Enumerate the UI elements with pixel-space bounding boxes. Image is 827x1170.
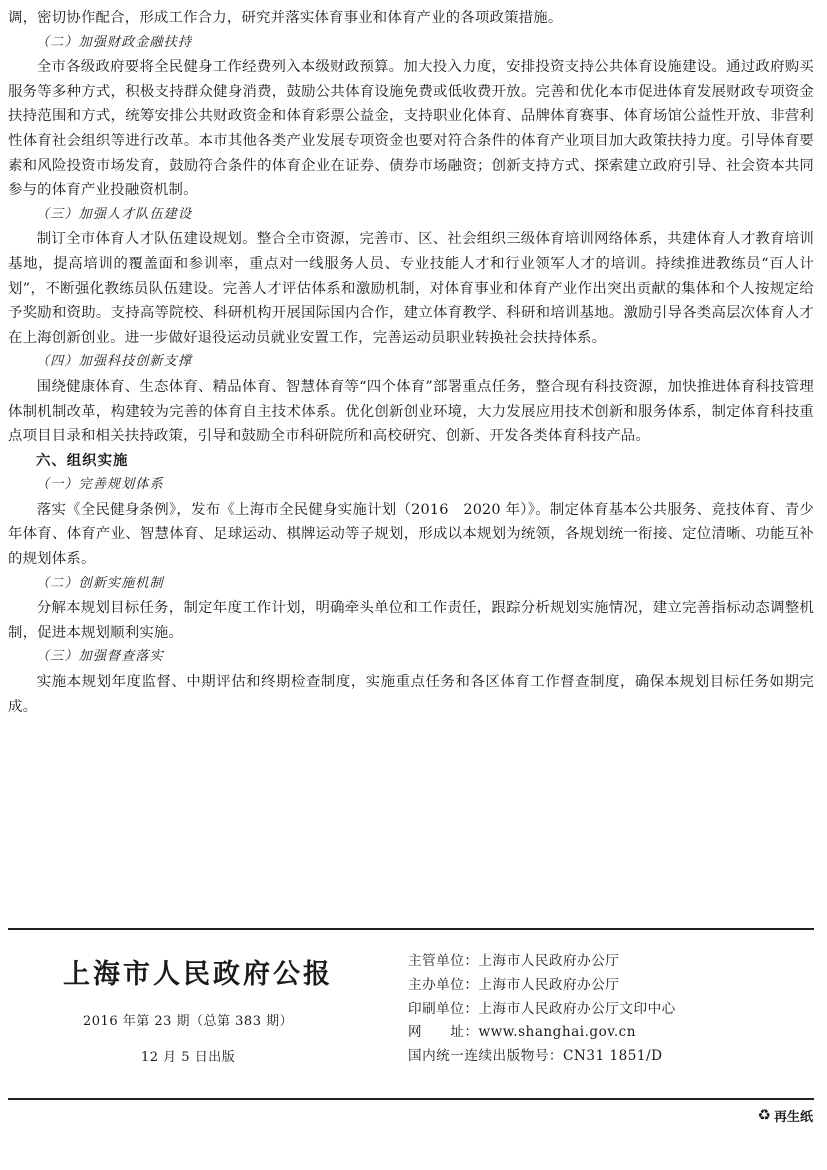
section-heading: 六、组织实施 xyxy=(36,451,129,469)
recycle-icon: ♻ xyxy=(757,1106,771,1124)
masthead-info-serial-number: 国内统一连续出版物号：CN31 1851/D xyxy=(408,1048,663,1065)
masthead-info-list xyxy=(408,950,676,1069)
subsection-heading: （二）加强财政金融扶持 xyxy=(36,34,193,50)
masthead xyxy=(8,928,814,1100)
body-paragraph: 实施本规划年度监督、中期评估和终期检查制度，实施重点任务和各区体育工作督查制度，确保本规划目标任务如期完成。 xyxy=(8,674,814,715)
subsection-heading: （三）加强督查落实 xyxy=(36,649,164,665)
masthead-info-supervisor: 主管单位：上海市人民政府办公厅 xyxy=(408,953,620,969)
masthead-date: 12 月 5 日出版 xyxy=(141,1050,236,1065)
body-paragraph: 围绕健康体育、生态体育、精品体育、智慧体育等“四个体育”部署重点任务，整合现有科技资源，加快推进体育科技管理体制机制改革，构建较为完善的体育自主技术体系。优化创新创业环境，大力发展应用技术创新和服务体系，制定体育科技重点项目目录和相关扶持政策，引导和鼓励全市科研院所和高校研究、创新、开发各类体育科技产品。 xyxy=(8,378,814,445)
masthead-title: 上海市人民政府公报 xyxy=(63,959,333,990)
subsection-heading: （一）完善规划体系 xyxy=(36,477,164,493)
recycled-paper-mark xyxy=(758,1106,813,1125)
masthead-issue: 2016 年第 23 期（总第 383 期） xyxy=(83,1014,294,1029)
recycled-paper-label: 再生纸 xyxy=(773,1110,813,1125)
subsection-heading: （二）创新实施机制 xyxy=(36,575,164,591)
body-paragraph: 全市各级政府要将全民健身工作经费列入本级财政预算。加大投入力度，安排投资支持公共体育设施建设。通过政府购买服务等多种方式，积极支持群众健身消费，鼓励公共体育设施免费或低收费开放。完善和优化本市促进体育发展财政专项资金扶持范围和方式，统筹安排公共财政资金和体育彩票公益金，支持职业化体育、品牌体育赛事、体育场馆公益性开放、非营利性体育社会组织等进行改革。本市其他各类产业发展专项资金也要对符合条件的体育产业项目加大政策扶持力度。引导体育要素和风险投资市场发育，鼓励符合条件的体育企业在证券、债券市场融资；创新支持方式、探索建立政府引导、社会资本共同参与的体育产业投融资机制。 xyxy=(8,59,814,199)
body-paragraph: 调，密切协作配合，形成工作合力，研究并落实体育事业和体育产业的各项政策措施。 xyxy=(8,10,563,26)
subsection-heading: （三）加强人才队伍建设 xyxy=(36,206,193,222)
masthead-info-printer: 印刷单位：上海市人民政府办公厅文印中心 xyxy=(408,1000,676,1017)
body-paragraph: 分解本规划目标任务，制定年度工作计划，明确牵头单位和工作责任，跟踪分析规划实施情况，建立完善指标动态调整机制，促进本规划顺利实施。 xyxy=(8,600,814,641)
article-body xyxy=(8,6,814,719)
masthead-info-website: 网 址：www.shanghai.gov.cn xyxy=(408,1024,637,1041)
subsection-heading: （四）加强科技创新支撑 xyxy=(36,354,193,370)
body-paragraph: 制订全市体育人才队伍建设规划。整合全市资源，完善市、区、社会组织三级体育培训网络体系，共建体育人才教育培训基地，提高培训的覆盖面和参训率，重点对一线服务人员、专业技能人才和行业领军人才的培训。持续推进教练员“百人计划”，不断强化教练员队伍建设。完善人才评估体系和激励机制，对体育事业和体育产业作出突出贡献的集体和个人按规定给予奖励和资助。支持高等院校、科研机构开展国际国内合作，建立体育教学、科研和培训基地。激励引导各类高层次体育人才在上海创新创业。进一步做好退役运动员就业安置工作，完善运动员职业转换社会扶持体系。 xyxy=(8,231,814,346)
body-paragraph: 落实《全民健身条例》，发布《上海市全民健身实施计划（2016 2020 年）》。制定体育基本公共服务、竞技体育、青少年体育、体育产业、智慧体育、足球运动、棋牌运动等子规划，形成以本规划为统领，各规划统一衔接、定位清晰、功能互补的规划体系。 xyxy=(8,501,814,568)
masthead-info-sponsor: 主办单位：上海市人民政府办公厅 xyxy=(408,976,620,993)
